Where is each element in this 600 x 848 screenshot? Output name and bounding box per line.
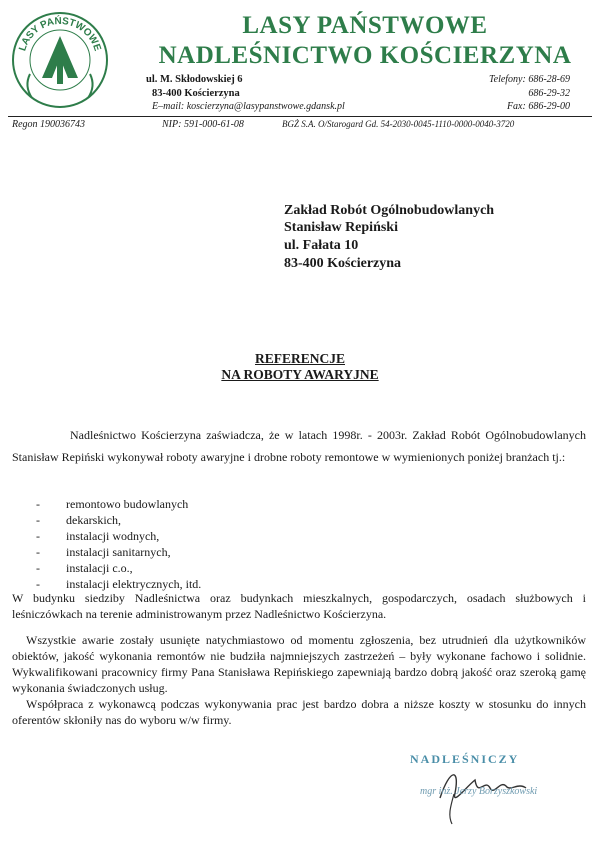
intro-paragraph: Nadleśnictwo Kościerzyna zaświadcza, że w latach 1998r. - 2003r. Zakład Robót Ogólnobudowlanych Stanisław Repiński wykonywał roboty awaryjne i drobne roboty remontowe w wymienionych poniżej branżach tj.: [12, 428, 586, 464]
phone-2: 686-29-32 [528, 88, 570, 99]
title-line-2: NA ROBOTY AWARYJNE [221, 367, 379, 382]
recipient-line-1: Zakład Robót Ogólnobudowlanych [284, 203, 495, 218]
org-name-line-1: LASY PAŃSTWOWE [242, 12, 488, 39]
regon-number: Regon 190036743 [12, 119, 86, 130]
org-name-line-2: NADLEŚNICTWO KOŚCIERZYNA [158, 42, 572, 69]
address-city: 83-400 Kościerzyna [152, 88, 240, 99]
list-item [12, 560, 201, 576]
stamp-header: NADLEŚNICZY [410, 752, 520, 766]
nip-number: NIP: 591-000-61-08 [162, 119, 244, 130]
recipient-line-4: 83-400 Kościerzyna [284, 256, 402, 271]
stamp-name: mgr inż. Jerzy Borzyszkowski [420, 786, 538, 797]
recipient-line-2: Stanisław Repiński [284, 220, 398, 235]
list-item-label: instalacji sanitarnych, [66, 545, 171, 559]
list-bullet: - [36, 561, 40, 575]
header-divider [8, 116, 592, 117]
logo-arc-text: LASY PAŃSTWOWE [17, 15, 103, 53]
list-item [12, 544, 201, 560]
list-bullet: - [36, 545, 40, 559]
trade-list [12, 496, 201, 592]
phone-1: Telefony: 686-28-69 [488, 74, 570, 85]
list-item [12, 528, 201, 544]
list-item [12, 512, 201, 528]
recipient-line-3: ul. Fałata 10 [284, 238, 359, 253]
paragraph-2: W budynku siedziby Nadleśnictwa oraz budynkach mieszkalnych, gospodarczych, osadach służbowych i leśniczówkach na terenie administrowanym przez Nadleśnictwo Kościerzyna. [12, 591, 586, 621]
list-item-label: instalacji wodnych, [66, 529, 160, 543]
title-line-1: REFERENCJE [254, 351, 345, 366]
address-street: ul. M. Skłodowskiej 6 [146, 74, 243, 85]
list-item-label: remontowo budowlanych [66, 497, 189, 511]
list-item-label: dekarskich, [66, 513, 121, 527]
paragraph-3: Wszystkie awarie zostały usunięte natychmiastowo od momentu zgłoszenia, bez utrudnień dla użytkowników obiektów, jakość wykonania remontów nie budziła najmniejszych zastrzeżeń – były wykonane fachowo i solidnie. Wykwalifikowani pracownicy firmy Pana Stanisława Repińskiego zapewniają bardzo dobrą jakość oraz szeroką gamę wykonania świadczonych usług. [12, 633, 586, 695]
list-bullet: - [36, 513, 40, 527]
paragraph-4: Współpraca z wykonawcą podczas wykonywania prac jest bardzo dobra a niższe koszty w stosunku do innych oferentów skłoniły nas do wyboru w/w firmy. [12, 697, 586, 727]
document-subtitle [0, 367, 600, 383]
list-bullet: - [36, 577, 40, 591]
bank-account: BGŻ S.A. O/Starogard Gd. 54-2030-0045-1110-0000-0040-3720 [282, 119, 515, 129]
list-item [12, 496, 201, 512]
email-address: E–mail: koscierzyna@lasypanstwowe.gdansk.pl [152, 101, 345, 112]
list-item-label: instalacji elektrycznych, itd. [66, 577, 202, 591]
list-bullet: - [36, 529, 40, 543]
document-title [0, 351, 600, 367]
fax-number: Fax: 686-29-00 [506, 101, 570, 112]
list-item-label: instalacji c.o., [66, 561, 133, 575]
list-bullet: - [36, 497, 40, 511]
